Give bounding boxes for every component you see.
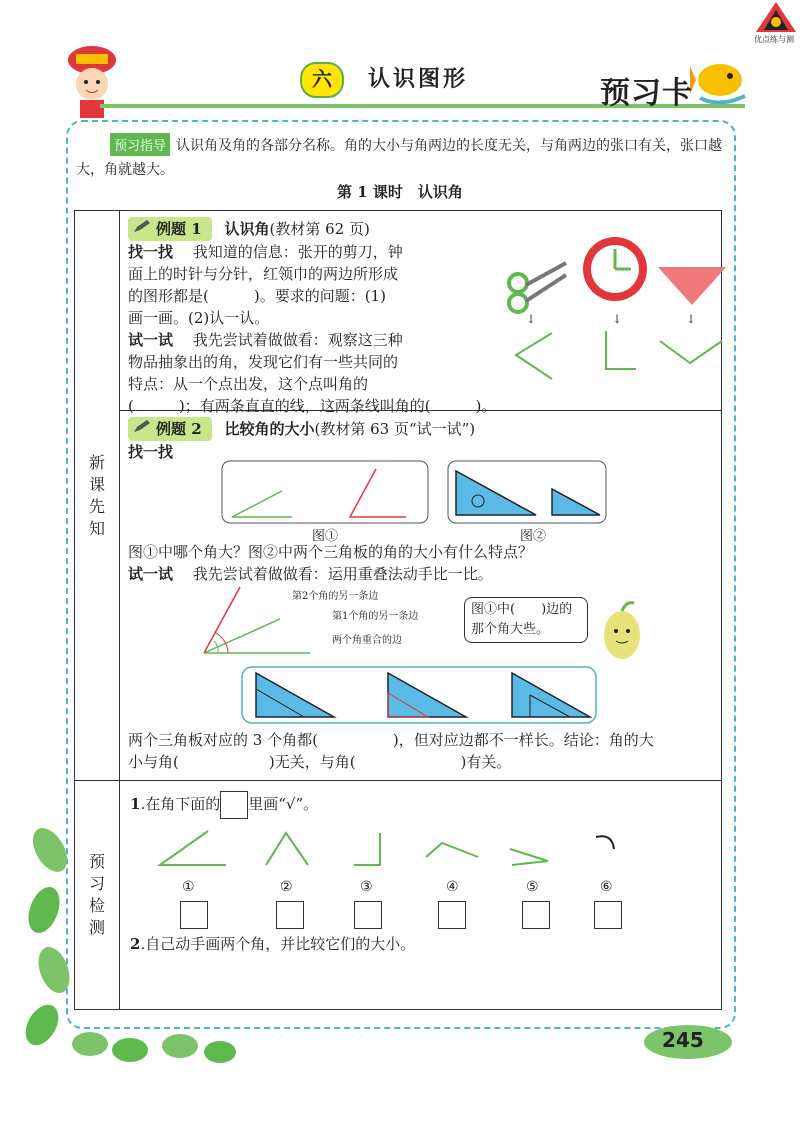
example2-tag: 例题 2 — [128, 417, 212, 441]
scissors-icon — [509, 263, 566, 312]
choice-label-1: ① — [182, 879, 195, 895]
guide-text: 认识角及角的各部分名称。角的大小与角两边的长度无关，与角两边的张口有关，张口越 — [176, 138, 722, 154]
unit-number: 六 — [300, 62, 344, 98]
pencil-icon — [134, 220, 150, 232]
example2-cell — [120, 411, 722, 781]
content-table — [74, 210, 722, 1010]
svg-text:↓: ↓ — [612, 312, 623, 326]
answer-box-5[interactable] — [522, 901, 550, 929]
fish-illustration — [690, 48, 750, 108]
logo-text: 优点练与测 — [754, 35, 794, 44]
unit-title: 认识图形 — [368, 66, 469, 92]
choice-label-6: ⑥ — [600, 879, 613, 895]
card-title: 预习卡 — [600, 76, 693, 111]
choice-label-4: ④ — [446, 879, 459, 895]
leaf-decoration-bottom — [70, 1020, 240, 1070]
choice-label-5: ⑤ — [526, 879, 539, 895]
example2-ref: (教材第 63 页“试一试”) — [314, 420, 476, 438]
example1-figures — [500, 233, 730, 403]
example1-find: 找一找 我知道的信息：张开的剪刀，钟 面上的时针与分针，红领巾的两边所形成 的图形都是( )。要求的问题：(1) 画一画。(2)认一认。 试一试 我先尝试着做做看：观察这三种 物品抽象出的角，发现它们有一些共同的 特点：从一个点出发，这个点叫角的 ( )；有两条直直的线，这两条线叫角的( )。 — [128, 243, 497, 415]
example1-cell — [120, 211, 722, 415]
guide-tag: 预习指导 — [110, 133, 170, 156]
triangle-overlap-figures — [240, 665, 600, 727]
example2-figures — [220, 459, 620, 549]
example2-question: 图①中哪个角大？图②中两个三角板的角的大小有什么特点？ — [128, 543, 534, 561]
mascot-illustration — [62, 40, 122, 120]
answer-box-4[interactable] — [438, 901, 466, 929]
angle-clock — [606, 331, 636, 369]
example2-title: 比较角的大小 — [224, 420, 315, 438]
answer-box-1[interactable] — [180, 901, 208, 929]
svg-text:↓: ↓ — [686, 312, 697, 326]
speech-bubble: 图①中( )边的 那个角大些。 — [464, 597, 588, 643]
example2-try: 试一试 我先尝试着做做看：运用重叠法动手比一比。 — [128, 565, 493, 583]
clock-icon — [583, 237, 647, 301]
guide-text-cont: 大，角就越大。 — [76, 162, 174, 178]
annotation-edge1: 第1个角的另一条边 — [332, 611, 419, 622]
bean-mascot-icon — [596, 597, 646, 667]
question-1: 1.在角下面的 里画“√”。 — [130, 791, 318, 819]
annotation-shared-edge: 两个角重合的边 — [332, 635, 402, 646]
annotation-edge2: 第2个角的另一条边 — [292, 591, 379, 602]
question-2: 2.自己动手画两个角，并比较它们的大小。 — [130, 935, 416, 953]
example1-title: 认识角 — [224, 220, 270, 238]
lesson-title: 第 1 课时 认识角 — [337, 183, 463, 201]
answer-box-3[interactable] — [354, 901, 382, 929]
choice-label-3: ③ — [360, 879, 373, 895]
angle-scissors — [516, 333, 552, 379]
angle-choices — [150, 827, 630, 877]
test-cell — [120, 781, 722, 1010]
svg-text:↓: ↓ — [526, 312, 537, 326]
figure1-caption: 图① — [312, 529, 339, 544]
section-label-preview-test: 预 习 检 测 — [75, 781, 120, 1010]
example1-tag: 例题 1 — [128, 217, 212, 241]
example1-ref: (教材第 62 页) — [269, 220, 370, 238]
example2-find-label: 找一找 — [128, 443, 174, 461]
section-label-new-lesson: 新 课 先 知 — [75, 211, 120, 781]
answer-box-6[interactable] — [594, 901, 622, 929]
choice-label-2: ② — [280, 879, 293, 895]
sample-box — [220, 791, 248, 819]
page-number: 245 — [662, 1028, 704, 1052]
answer-box-2[interactable] — [276, 901, 304, 929]
pencil-icon — [134, 420, 150, 432]
example2-conclusion: 两个三角板对应的 3 个角都( )，但对应边都不一样长。结论：角的大 小与角( )无关，与角( )有关。 — [128, 731, 654, 771]
figure2-caption: 图② — [520, 529, 547, 544]
red-scarf-icon — [658, 267, 726, 305]
leaf-decoration — [20, 820, 80, 1050]
angle-scarf — [660, 341, 722, 363]
